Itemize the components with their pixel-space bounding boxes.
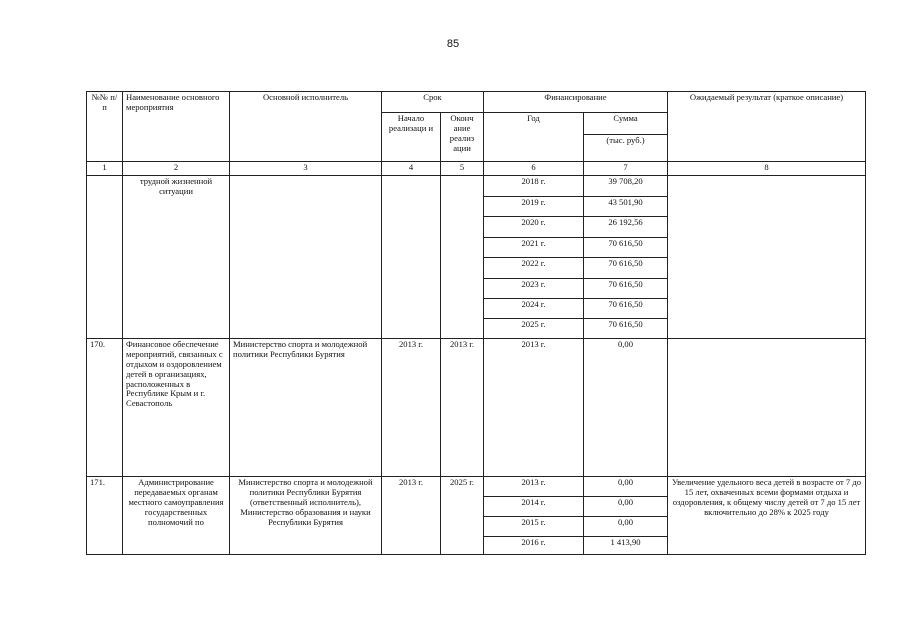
row-170-number: 170. xyxy=(87,339,123,477)
sum-cell: 0,00 xyxy=(584,477,668,497)
row-170-year: 2013 г. xyxy=(484,339,584,477)
sum-cell: 43 501,90 xyxy=(584,197,668,217)
header-term: Срок xyxy=(382,92,484,113)
sum-cell: 70 616,50 xyxy=(584,279,668,299)
row-171-start: 2013 г. xyxy=(382,477,441,555)
sum-cell: 39 708,20 xyxy=(584,176,668,197)
year-cell: 2014 г. xyxy=(484,497,584,517)
header-sum-unit: (тыс. руб.) xyxy=(584,135,668,162)
index-cell: 3 xyxy=(230,162,382,176)
row-170-end: 2013 г. xyxy=(441,339,484,477)
row-171-number: 171. xyxy=(87,477,123,555)
year-cell: 2023 г. xyxy=(484,279,584,299)
sum-cell: 0,00 xyxy=(584,497,668,517)
cont-result xyxy=(668,176,866,339)
header-financing: Финансирование xyxy=(484,92,668,113)
row-170-start: 2013 г. xyxy=(382,339,441,477)
year-cell: 2025 г. xyxy=(484,319,584,339)
page-number: 85 xyxy=(446,38,460,50)
row-171-activity-name: Администрирование передаваемых органам местного самоуправления государственных полномочий по xyxy=(123,477,230,555)
index-cell: 8 xyxy=(668,162,866,176)
sum-cell: 70 616,50 xyxy=(584,238,668,258)
sum-cell: 26 192,56 xyxy=(584,217,668,238)
program-table xyxy=(86,91,866,555)
row-171-executor: Министерство спорта и молодежной политики Республики Бурятия (ответственный исполнитель), Министерство образования и науки Республики Бурятия xyxy=(230,477,382,555)
year-cell: 2016 г. xyxy=(484,537,584,555)
cont-executor xyxy=(230,176,382,339)
index-cell: 5 xyxy=(441,162,484,176)
row-170-sum: 0,00 xyxy=(584,339,668,477)
sum-cell: 70 616,50 xyxy=(584,258,668,279)
header-sum: Сумма xyxy=(584,113,668,135)
sum-cell: 0,00 xyxy=(584,517,668,537)
index-cell: 1 xyxy=(87,162,123,176)
cont-start xyxy=(382,176,441,339)
row-170-executor: Министерство спорта и молодежной политики Республики Бурятия xyxy=(230,339,382,477)
sum-cell: 70 616,50 xyxy=(584,319,668,339)
header-number: №№ п/п xyxy=(87,92,123,162)
cont-activity-name: трудной жизненной ситуации xyxy=(123,176,230,339)
row-171-expected-result: Увеличение удельного веса детей в возрасте от 7 до 15 лет, охваченных всеми формами отдыха и оздоровления, к общему числу детей от 7 до 15 лет включительно до 28% к 2025 году xyxy=(668,477,866,555)
row-171-end: 2025 г. xyxy=(441,477,484,555)
index-cell: 7 xyxy=(584,162,668,176)
year-cell: 2020 г. xyxy=(484,217,584,238)
index-cell: 2 xyxy=(123,162,230,176)
header-end: Оконч ание реализ ации xyxy=(441,113,484,162)
year-cell: 2021 г. xyxy=(484,238,584,258)
cont-end xyxy=(441,176,484,339)
year-cell: 2022 г. xyxy=(484,258,584,279)
year-cell: 2015 г. xyxy=(484,517,584,537)
sum-cell: 1 413,90 xyxy=(584,537,668,555)
header-expected-result: Ожидаемый результат (краткое описание) xyxy=(668,92,866,162)
header-activity-name: Наименование основного мероприятия xyxy=(123,92,230,162)
index-cell: 6 xyxy=(484,162,584,176)
year-cell: 2018 г. xyxy=(484,176,584,197)
cont-number xyxy=(87,176,123,339)
year-cell: 2013 г. xyxy=(484,477,584,497)
index-cell: 4 xyxy=(382,162,441,176)
header-executor: Основной исполнитель xyxy=(230,92,382,162)
year-cell: 2019 г. xyxy=(484,197,584,217)
header-start: Начало реализаци и xyxy=(382,113,441,162)
sum-cell: 70 616,50 xyxy=(584,299,668,319)
row-170-result xyxy=(668,339,866,477)
row-170-activity-name: Финансовое обеспечение мероприятий, связанных с отдыхом и оздоровлением детей в организациях, расположенных в Республике Крым и г. Севастополь xyxy=(123,339,230,477)
year-cell: 2024 г. xyxy=(484,299,584,319)
header-year: Год xyxy=(484,113,584,162)
